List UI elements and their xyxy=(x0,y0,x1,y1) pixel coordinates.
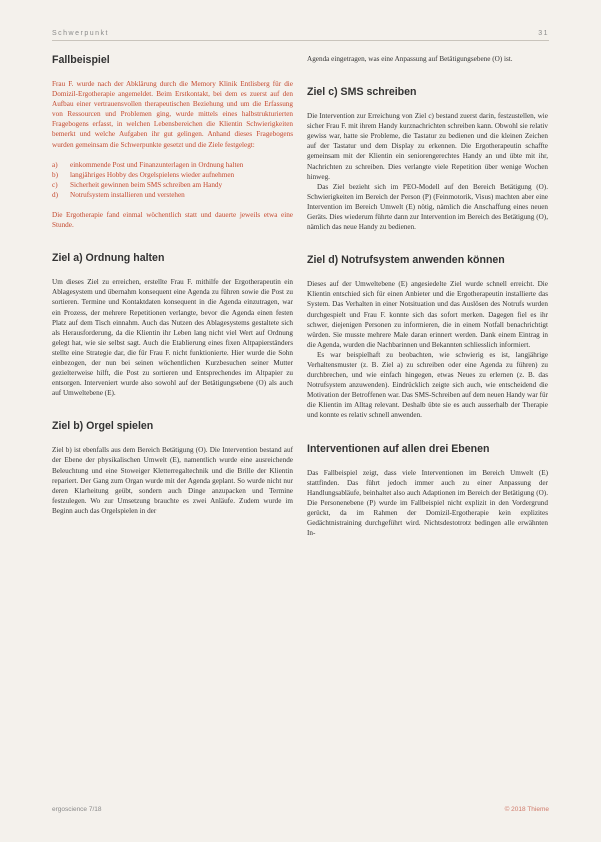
ziel-d-body-2: Es war beispielhaft zu beobachten, wie schwierig es ist, langjährige Verhaltensmuster (z. B. Ziel a) zu schreiben oder eine Agenda zu führen) zu durchbrechen, und wie einfach hingegen, etwas Neues zu erlernen (z. B. das Notrufsystem anzuwenden). Eindrücklich zeigte sich auch, wie entscheidend die Motivation der Betroffenen war. Das SMS-Schreiben auf dem neuen Handy war für die Klientin im Alltag relevant. Deshalb übte sie es auch ausserhalb der Therapie und konnte es relativ schnell anwenden. xyxy=(307,350,548,420)
ziel-c-body-2: Das Ziel bezieht sich im PEO-Modell auf den Bereich Betätigung (O). Schwierigkeiten im Bereich der Person (P) (Feinmotorik, Visus) machten aber eine Intervention im Bereich Umwelt (E) nötig, nämlich die Anschaffung eines neuen Geräts. Dies wiederum führte dann zur Intervention im Bereich des Betätigung (O), nämlich das neue Handy zu bedienen. xyxy=(307,182,548,232)
goal-list xyxy=(52,160,293,200)
page-footer xyxy=(52,806,549,816)
fallbeispiel-schedule: Die Ergotherapie fand einmal wöchentlich statt und dauerte jeweils etwa eine Stunde. xyxy=(52,211,293,230)
ziel-a-body: Um dieses Ziel zu erreichen, erstellte Frau F. mithilfe der Ergotherapeutin ein Ablagesystem und übernahm konsequent eine Agenda zu führen sowie die Post zu sortieren. Termine und Kontaktdaten konsequent in die Agenda einzutragen, war ein Prozess, der mehrere Repetitionen verlangte, bevor die Agenda einen festen Platz auf dem Tisch einnahm. Auch das Nutzen des Ablagesystems gestaltete sich als Herausforderung, da die Klientin ihr Leben lang nicht viel Wert auf Ordnung gelegt hat, wie sie selbst sagt. Auch die Etablierung eines fixen Altpapierständers stellte eine Strategie dar, die für Frau F. nicht funktionierte. Hier wurde die Sohn einbezogen, der nun bei seinen wöchentlichen Kurzbesuchen seiner Mutter gezielterweise hilft, die Post zu sortieren und Entsprechendes im Altpapier zu entsorgen. Interveniert wurde also sowohl auf der Betätigungsebene (O) als auch auf Umweltebene (E). xyxy=(52,278,293,398)
heading-ziel-a: Ziel a) Ordnung halten xyxy=(52,252,165,265)
goal-text: langjähriges Hobby des Orgelspielens wieder aufnehmen xyxy=(70,170,235,179)
left-column xyxy=(52,54,293,516)
goal-label: c) xyxy=(52,180,58,189)
right-column xyxy=(307,54,548,538)
running-head-section: Schwerpunkt xyxy=(52,30,109,37)
goal-text: Sicherheit gewinnen beim SMS schreiben am Handy xyxy=(70,180,223,189)
running-head xyxy=(52,30,549,41)
interventionen-body: Das Fallbeispiel zeigt, dass viele Interventionen im Bereich Umwelt (E) stattfinden. Das führt jedoch immer auch zu einer Anpassung der Handlungsabläufe, beinhaltet also auch Adaptionen im Bereich der Betätigung (O). Die Personenebene (P) wurde im Fallbeispiel nicht explizit in den Vordergrund gerückt, da im Rahmen der Domizil-Ergotherapie kein explizites Gedächtnistraining durchgeführt wird. Nichtsdestotrotz bedingen alle erwähnten In- xyxy=(307,468,548,538)
footer-copyright: © 2018 Thieme xyxy=(504,806,549,813)
heading-interventionen: Interventionen auf allen drei Ebenen xyxy=(307,442,490,455)
ziel-c-body-1: Die Intervention zur Erreichung von Ziel c) bestand zuerst darin, festzustellen, wie sicher Frau F. mit ihrem Handy kurznachrichten schreiben kann. Obwohl sie relativ gewiss war, hatte sie Probleme, die Tastatur zu bedienen und die kleinen Zeichen auf der Tastatur und dem Display zu erkennen. Die Ergotherapeutin schaffte gemeinsam mit der Klientin ein seniorengerechtes Handy an und übte mit ihr, Nachrichten zu schreiben. Dies verlangte viele Repetition über wenige Wochen hinweg. xyxy=(307,112,548,181)
heading-fallbeispiel: Fallbeispiel xyxy=(52,54,110,66)
goal-item xyxy=(52,180,293,190)
goal-label: a) xyxy=(52,160,58,169)
heading-ziel-b: Ziel b) Orgel spielen xyxy=(52,420,154,433)
heading-ziel-d: Ziel d) Notrufsystem anwenden können xyxy=(307,254,505,267)
goal-item xyxy=(52,170,293,180)
ziel-b-body: Ziel b) ist ebenfalls aus dem Bereich Betätigung (O). Die Intervention bestand auf der Ebene der physikalischen Umwelt (E), namentlich wurde eine ausreichende Beleuchtung und eine Stoweiger Kletterregaltechnik und die Brille der Klientin repariert. Der Gang zum Organ wurde mit der Agenda geplant. So wurde nicht nur deren Klarheitung geübt, sondern auch Dinge anzupacken und Termine festzulegen. Wo zur Umsetzung brauchte es zwei Anläufe. Zudem wurde im Beginn auch das Orgelspielen in der xyxy=(52,446,293,515)
heading-ziel-c: Ziel c) SMS schreiben xyxy=(307,86,417,99)
page-number: 31 xyxy=(538,30,549,37)
goal-item xyxy=(52,190,293,200)
continued-text: Agenda eingetragen, was eine Anpassung auf Betätigungsebene (O) ist. xyxy=(307,55,513,63)
goal-label: d) xyxy=(52,190,58,199)
goal-label: b) xyxy=(52,170,58,179)
goal-item xyxy=(52,160,293,170)
ziel-d-body-1: Dieses auf der Umweltebene (E) angesiedelte Ziel wurde schnell erreicht. Die Klientin entschied sich für einen Anbieter und die Ergotherapeutin installierte das System. Das Verhalten in einer Notsituation und das Auslösen des Notrufs wurden durchgespielt und Frau F. konnte sich das sofort merken. Dagegen fiel es ihr schwer, diejenigen Personen zu informieren, die in einem Notfall benachrichtigt würden. Sie musste mehrere Male daran erinnert werden. Dank einem Eintrag in die Agenda, wurden die Nachbarinnen und Bekannten schliesslich informiert. xyxy=(307,280,548,349)
fallbeispiel-intro: Frau F. wurde nach der Abklärung durch die Memory Klinik Entlisberg für die Domizil-Ergotherapie angemeldet. Beim Erstkontakt, bei dem es zuerst auf den Aufbau einer vertrauensvollen therapeutischen Beziehung und um die Erfassung von Ressourcen und Problemen ging, wurde mittels eines halbstrukturierten Fragebogens erfasst, in welchen Lebensbereichen die Klientin Schwierigkeiten bemerkt und welche Aufgaben ihr gut gelingen. Anhand dieses Fragebogens wurden gemeinsam die Schwerpunkte gesetzt und die Ziele festgelegt: xyxy=(52,80,293,149)
goal-text: einkommende Post und Finanzunterlagen in Ordnung halten xyxy=(70,160,244,169)
footer-journal: ergoscience 7/18 xyxy=(52,806,102,813)
goal-text: Notrufsystem installieren und verstehen xyxy=(70,190,185,199)
